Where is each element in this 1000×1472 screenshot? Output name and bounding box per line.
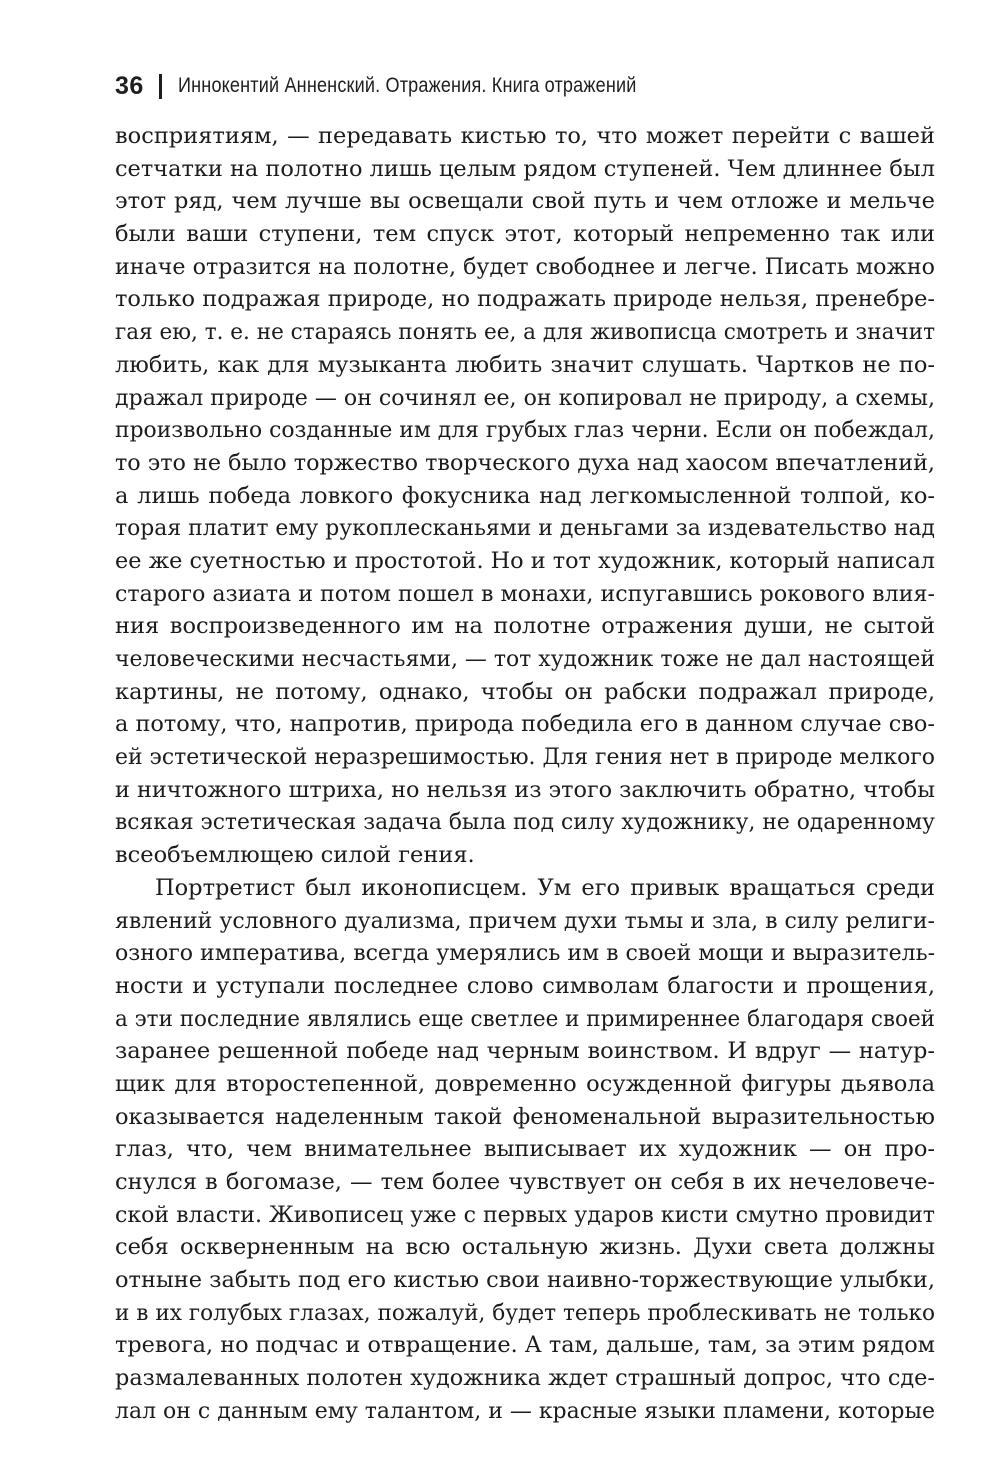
text-line: произвольно созданные им для грубых глаз черни. Если он побеждал, xyxy=(115,417,935,444)
text-line: а эти последние являлись еще светлее и примиреннее благодаря своей xyxy=(115,1005,936,1032)
text-line: оказывается наделенным такой феноменальной выразительностью xyxy=(115,1103,935,1130)
text-line: дражал природе — он сочинял ее, он копировал не природу, а схемы, xyxy=(115,384,935,411)
text-line: явлений условного дуализма, причем духи тьмы и зла, в силу религи- xyxy=(115,907,935,934)
text-line: иначе отразится на полотне, будет свободнее и легче. Писать можно xyxy=(115,253,935,280)
text-line: человеческими несчастьями, — тот художник тоже не дал настоящей xyxy=(115,646,935,672)
text-line: заранее решенной победе над черным воинством. И вдруг — натур- xyxy=(115,1038,935,1065)
text-line: всякая эстетическая задача была под силу художнику, не одаренному xyxy=(115,809,935,836)
text-line: ской власти. Живописец уже с первых ударов кисти смутно провидит xyxy=(115,1201,936,1228)
text-line: ности и уступали последнее слово символам благости и прощения, xyxy=(115,972,935,999)
text-line: ей эстетической неразрешимостью. Для гения нет в природе мелкого xyxy=(115,744,935,771)
text-line: ее же суетностью и простотой. Но и тот художник, который написал xyxy=(115,547,935,574)
text-line: себя оскверненным на всю остальную жизнь. Духи света должны xyxy=(115,1234,935,1261)
text-line: и в их голубых глазах, пожалуй, будет теперь проблескивать не только xyxy=(115,1299,936,1326)
running-head xyxy=(115,70,711,102)
text-line: Портретист был иконописцем. Ум его привык вращаться среди xyxy=(155,874,935,901)
text-line: а потому, что, напротив, природа победила его в данном случае сво- xyxy=(115,711,935,738)
text-line: озного императива, всегда умерялись им в своей мощи и выразитель- xyxy=(115,940,936,967)
text-line: и ничтожного штриха, но нельзя из этого заключить обратно, чтобы xyxy=(115,776,936,803)
text-line: были ваши ступени, тем спуск этот, который непременно так или xyxy=(115,221,935,248)
text-line: любить, как для музыканта любить значит слушать. Чартков не по- xyxy=(115,351,935,378)
text-line: старого азиата и потом пошел в монахи, испугавшись рокового влия- xyxy=(115,580,935,607)
text-line: глаз, что, чем внимательнее выписывает их художник — он про- xyxy=(115,1136,935,1163)
text-line: лал он с данным ему талантом, и — красные языки пламени, которые xyxy=(115,1397,935,1424)
text-line: а лишь победа ловкого фокусника над легкомысленной толпой, ко- xyxy=(115,482,935,509)
text-line: торая платит ему рукоплесканьями и деньгами за издевательство над xyxy=(115,515,935,542)
text-line: картины, не потому, однако, чтобы он рабски подражал природе, xyxy=(115,678,935,705)
text-line: отныне забыть под его кистью свои наивно-торжествующие улыбки, xyxy=(115,1267,936,1294)
text-line: всеобъемлющею силой гения. xyxy=(115,842,475,869)
text-line: то это не было торжество творческого духа над хаосом впечатлений, xyxy=(115,449,935,476)
running-title: Иннокентий Анненский. Отражения. Книга отражений xyxy=(177,74,637,97)
body-text xyxy=(115,120,935,1428)
text-line: ния воспроизведенного им на полотне отражения души, не сытой xyxy=(115,613,935,640)
text-line: только подражая природе, но подражать природе нельзя, пренебре- xyxy=(115,286,936,313)
header-divider xyxy=(159,74,162,99)
text-line: восприятиям, — передавать кистью то, что может перейти с вашей xyxy=(115,123,935,149)
text-line: сетчатки на полотно лишь целым рядом ступеней. Чем длиннее был xyxy=(115,155,935,182)
page-number: 36 xyxy=(115,71,144,100)
text-line: этот ряд, чем лучше вы освещали свой путь и чем отложе и мельче xyxy=(115,188,935,215)
text-line: снулся в богомазе, — тем более чувствует он себя в их нечеловече- xyxy=(115,1169,935,1195)
paragraph xyxy=(115,120,935,872)
text-line: щик для второстепенной, довременно осужденной фигуры дьявола xyxy=(115,1070,935,1097)
text-line: размалеванных полотен художника ждет страшный допрос, что сде- xyxy=(115,1365,935,1392)
paragraph xyxy=(115,872,935,1428)
text-line: гая ею, т. е. не стараясь понять ее, а для живописца смотреть и значит xyxy=(115,319,935,346)
text-line: тревога, но подчас и отвращение. А там, дальше, там, за этим рядом xyxy=(115,1332,936,1359)
